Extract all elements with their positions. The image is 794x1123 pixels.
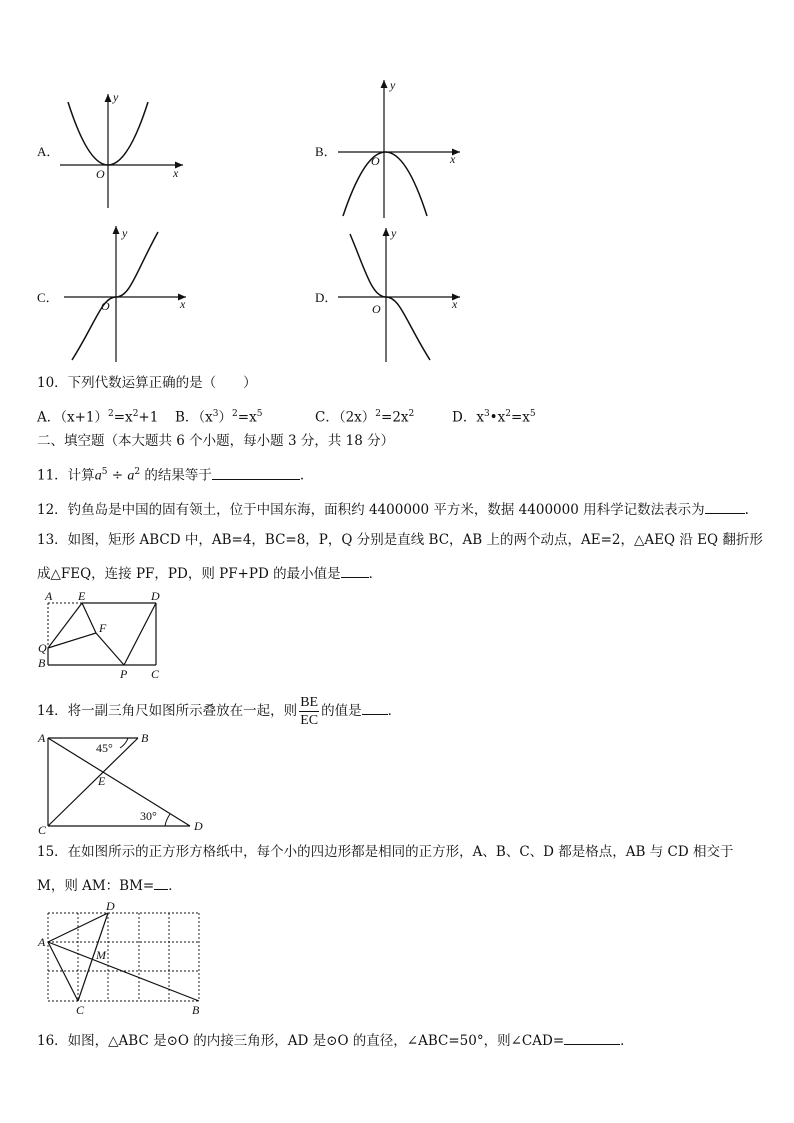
q10-option-a: A．$(x+1)^2=x^2+1$ <box>37 409 159 426</box>
graph-b-x-label: x <box>450 152 456 166</box>
q14-point-c: C <box>38 823 47 837</box>
q10-stem: 10．下列代数运算正确的是（ ） <box>37 375 257 391</box>
q15-line1: 15．在如图所示的正方形方格纸中，每个小的四边形都是相同的正方形，A、B、C、D 都是格点，AB 与 CD 相交于 <box>37 844 734 860</box>
q10-option-c: C．$(2x)^2=2x^2$ <box>315 409 415 426</box>
q15-point-m: M <box>96 948 106 962</box>
q14-text: 14．将一副三角尺如图所示叠放在一起，则 $\frac{BE}{EC}$ 的值是 ． <box>37 695 402 728</box>
q14-angle-30: 30° <box>140 809 157 823</box>
q14-point-d: D <box>194 819 203 833</box>
q15-point-b: B <box>192 1003 200 1017</box>
graph-c-y-label: y <box>122 226 128 240</box>
q13-line1: 13．如图，矩形 ABCD 中，AB=4，BC=8，P，Q 分别是直线 BC，AB 上的两个动点，AE=2，△AEQ 沿 EQ 翻折形 <box>37 532 763 548</box>
q13-point-e: E <box>78 589 86 603</box>
q13-point-a: A <box>45 589 53 603</box>
graph-a-x-label: x <box>173 166 179 180</box>
graph-d-y-label: y <box>391 226 397 240</box>
option-c-label: C． <box>37 290 59 305</box>
q13-point-p: P <box>120 667 128 681</box>
q15-point-a: A <box>38 935 46 949</box>
graph-d-x-label: x <box>452 297 458 311</box>
graph-c-x-label: x <box>180 297 186 311</box>
q12-text: 12．钓鱼岛是中国的固有领土，位于中国东海，面积约 4400000 平方米，数据 4400000 用科学记数法表示为 . <box>37 499 749 519</box>
q16-text: 16．如图，△ABC 是⊙O 的内接三角形，AD 是⊙O 的直径，∠ABC=50°，则∠CAD= ． <box>37 1030 634 1050</box>
option-d-label: D． <box>315 290 338 305</box>
graph-a-y-label: y <box>113 90 119 104</box>
graph-d-origin-label: O <box>372 302 381 316</box>
q13-point-b: B <box>38 656 46 670</box>
graph-b-origin-label: O <box>371 154 380 168</box>
q13-point-d: D <box>151 589 160 603</box>
graph-b-y-label: y <box>390 78 396 92</box>
q13-point-c: C <box>151 667 160 681</box>
q14-point-a: A <box>38 731 46 745</box>
q13-point-q: Q <box>38 641 47 655</box>
q16-answer-blank[interactable] <box>564 1030 620 1045</box>
graph-c-origin-label: O <box>101 299 110 313</box>
q13-line2: 成△FEQ，连接 PF，PD，则 PF+PD 的最小值是 ． <box>37 563 382 583</box>
q13-point-f: F <box>99 621 107 635</box>
q15-line2: M，则 AM：BM= ． <box>37 875 182 895</box>
q15-point-c: C <box>76 1003 85 1017</box>
q14-angle-45: 45° <box>96 741 113 755</box>
q11-text: 11．计算$a^5 \div a^2$ 的结果等于 . <box>37 463 304 486</box>
q15-point-d: D <box>106 899 115 913</box>
option-a-label: A． <box>37 144 60 159</box>
q10-option-d: D．$x^3•x^2=x^5$ <box>452 409 536 426</box>
q14-point-b: B <box>141 731 149 745</box>
q14-point-e: E <box>98 774 106 788</box>
section-2-heading: 二、填空题（本大题共 6 个小题，每小题 3 分，共 18 分） <box>37 433 395 449</box>
q14-fraction: $\frac{BE}{EC}$ <box>300 695 319 728</box>
q10-option-b: B．$(x^3)^2=x^5$ <box>175 409 263 426</box>
option-b-label: B． <box>315 144 337 159</box>
graph-a-origin-label: O <box>96 167 105 181</box>
